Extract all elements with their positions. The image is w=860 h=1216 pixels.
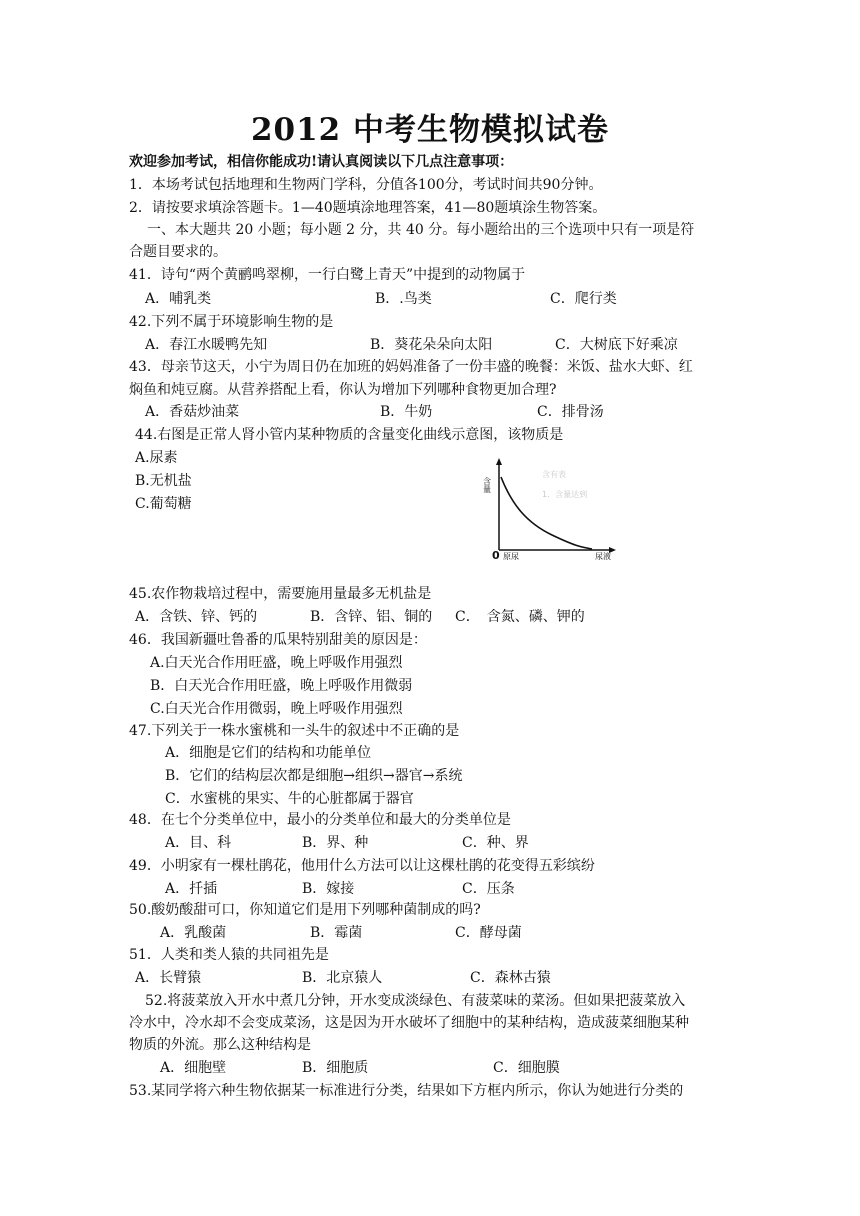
question-51-option-a: A．长臂猿 (135, 970, 202, 986)
question-46-option-c: C.白天光合作用微弱，晚上呼吸作用强烈 (150, 701, 403, 717)
question-49-option-c: C．压条 (462, 881, 515, 897)
question-44-option-a: A.尿素 (135, 450, 178, 466)
page-title: 2012 中考生物模拟试卷 (250, 112, 610, 148)
kidney-tubule-curve-figure (482, 455, 622, 567)
bleed-through-text-2: 1．含量达到 (542, 490, 588, 499)
question-47-option-c: C．水蜜桃的果实、牛的心脏都属于器官 (165, 791, 414, 807)
question-44-stem: 44.右图是正常人肾小管内某种物质的含量变化曲线示意图，该物质是 (135, 427, 564, 443)
section-instructions-line-1: 一、本大题共 20 小题；每小题 2 分，共 40 分。每小题给出的三个选项中只有一项是符 (147, 222, 695, 238)
question-43-stem-line-1: 43．母亲节这天，小宁为周日仍在加班的妈妈准备了一份丰盛的晚餐：米饭、盐水大虾、红 (129, 359, 693, 375)
question-41-option-b: B．.鸟类 (375, 291, 432, 307)
question-48-stem: 48．在七个分类单位中，最小的分类单位和最大的分类单位是 (129, 812, 511, 828)
question-43-option-a: A．香菇炒油菜 (145, 404, 240, 420)
notice-item-2: 2．请按要求填涂答题卡。1—40题填涂地理答案，41—80题填涂生物答案。 (129, 200, 607, 216)
question-52-stem-line-1: 52.将菠菜放入开水中煮几分钟，开水变成淡绿色、有菠菜味的菜汤。但如果把菠菜放入 (145, 993, 686, 1009)
question-43-option-b: B．牛奶 (380, 404, 433, 420)
question-52-option-b: B．细胞质 (302, 1060, 369, 1076)
question-52-option-c: C．细胞膜 (493, 1060, 560, 1076)
question-45-stem: 45.农作物栽培过程中，需要施用量最多无机盐是 (129, 586, 432, 602)
question-45-option-c: C． 含氮、磷、钾的 (455, 609, 585, 625)
y-axis-arrow (496, 458, 502, 465)
x-end-label: 尿液 (595, 552, 611, 561)
question-42-option-c: C．大树底下好乘凉 (555, 337, 678, 353)
y-axis-label: 含量 (482, 477, 492, 493)
question-44-option-b: B.无机盐 (135, 473, 192, 489)
question-47-option-b: B．它们的结构层次都是细胞→组织→器官→系统 (165, 768, 463, 784)
question-45-option-a: A．含铁、锌、钙的 (135, 609, 258, 625)
question-49-option-b: B．嫁接 (302, 881, 355, 897)
question-52-stem-line-2: 冷水中，冷水却不会变成菜汤，这是因为开水破坏了细胞中的某种结构，造成菠菜细胞某种 (129, 1015, 689, 1031)
question-53-stem-line-1: 53.某同学将六种生物依据某一标准进行分类，结果如下方框内所示，你认为她进行分类的 (129, 1083, 684, 1099)
question-43-stem-line-2: 焖鱼和炖豆腐。从营养搭配上看，你认为增加下列哪种食物更加合理? (129, 382, 557, 398)
question-50-option-a: A．乳酸菌 (160, 925, 227, 941)
question-42-option-b: B．葵花朵朵向太阳 (370, 337, 493, 353)
question-50-stem: 50.酸奶酸甜可口，你知道它们是用下列哪种菌制成的吗? (129, 902, 481, 918)
question-41-option-a: A．哺乳类 (145, 291, 212, 307)
section-instructions-line-2: 合题目要求的。 (129, 244, 227, 260)
question-49-stem: 49．小明家有一棵杜鹃花，他用什么方法可以让这棵杜鹃的花变得五彩缤纷 (129, 858, 595, 874)
curve-svg (482, 455, 622, 567)
question-47-stem: 47.下列关于一株水蜜桃和一头牛的叙述中不正确的是 (129, 723, 460, 739)
question-48-option-c: C．种、界 (462, 835, 529, 851)
question-41-stem: 41．诗句“两个黄鹂鸣翠柳，一行白鹭上青天”中提到的动物属于 (129, 267, 526, 283)
question-42-option-a: A．春江水暖鸭先知 (145, 337, 268, 353)
question-46-option-a: A.白天光合作用旺盛，晚上呼吸作用强烈 (150, 655, 403, 671)
question-51-stem: 51．人类和类人猿的共同祖先是 (129, 947, 329, 963)
question-46-stem: 46．我国新疆吐鲁番的瓜果特别甜美的原因是： (129, 632, 427, 648)
question-50-option-c: C．酵母菌 (455, 925, 522, 941)
question-51-option-b: B．北京猿人 (302, 970, 383, 986)
question-42-stem: 42.下列不属于环境影响生物的是 (129, 314, 334, 330)
origin-label: 0 (492, 549, 500, 562)
question-50-option-b: B．霉菌 (310, 925, 363, 941)
question-45-option-b: B．含锌、铝、铜的 (310, 609, 433, 625)
notice-heading: 欢迎参加考试，相信你能成功!请认真阅读以下几点注意事项： (129, 154, 514, 170)
question-48-option-b: B．界、种 (302, 835, 369, 851)
x-start-label: 原尿 (503, 552, 519, 561)
notice-item-1: 1．本场考试包括地理和生物两门学科，分值各100分，考试时间共90分钟。 (129, 177, 603, 193)
bleed-through-text-1: 含有表 (542, 470, 566, 479)
question-46-option-b: B．白天光合作用旺盛，晚上呼吸作用微弱 (150, 678, 413, 694)
question-41-option-c: C．爬行类 (550, 291, 617, 307)
concentration-curve (501, 477, 592, 549)
question-52-stem-line-3: 物质的外流。那么这种结构是 (129, 1037, 311, 1053)
question-52-option-a: A．细胞壁 (160, 1060, 227, 1076)
question-47-option-a: A．细胞是它们的结构和功能单位 (165, 745, 372, 761)
question-43-option-c: C．排骨汤 (537, 404, 604, 420)
question-49-option-a: A．扦插 (165, 881, 218, 897)
question-51-option-c: C．森林古猿 (470, 970, 551, 986)
question-44-option-c: C.葡萄糖 (135, 496, 192, 512)
question-48-option-a: A．目、科 (165, 835, 232, 851)
